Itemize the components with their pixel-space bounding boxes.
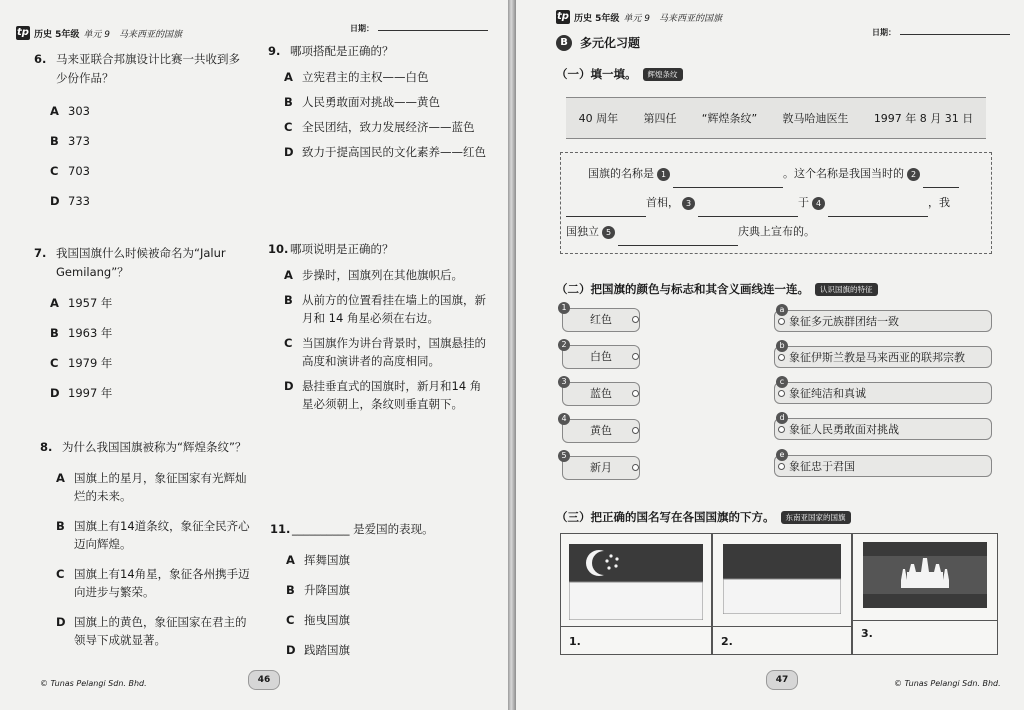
date-label: 日期： bbox=[872, 28, 896, 37]
word-bank-item: 1997 年 8 月 31 日 bbox=[873, 112, 974, 125]
option-b[interactable]: B 国旗上有14道条纹，象征全民齐心迈向辉煌。 bbox=[56, 519, 250, 551]
option-d[interactable]: D 国旗上的黄色，象征国家在君主的领导下成就显著。 bbox=[56, 615, 247, 647]
option-a[interactable]: A 国旗上的星月，象征国家有光辉灿烂的未来。 bbox=[56, 471, 247, 503]
blank-1[interactable] bbox=[673, 173, 783, 188]
match-left-5: 新月 bbox=[562, 456, 640, 480]
match-dot[interactable] bbox=[778, 463, 785, 470]
part-1-title: （一）填一填。 bbox=[556, 67, 637, 81]
date-label: 日期： bbox=[350, 24, 374, 33]
date-line bbox=[900, 26, 1010, 35]
match-dot[interactable] bbox=[778, 318, 785, 325]
page-number: 47 bbox=[766, 670, 798, 690]
word-bank-item: 40 周年 bbox=[578, 112, 619, 125]
part-2-tag: 认识国旗的特征 bbox=[815, 283, 878, 296]
question-stem: 哪项搭配是正确的？ bbox=[290, 44, 394, 58]
fill-line-1: 国旗的名称是 1 。这个名称是我国当时的 2 bbox=[588, 160, 988, 188]
part-3-heading bbox=[556, 509, 851, 525]
match-dot[interactable] bbox=[632, 353, 639, 360]
indonesia-flag-icon bbox=[723, 544, 841, 614]
part-2-title: （二）把国旗的颜色与标志和其含义画线连一连。 bbox=[556, 282, 809, 296]
question-number: 6. bbox=[34, 52, 47, 66]
date-line bbox=[378, 22, 488, 31]
book-gutter bbox=[508, 0, 516, 710]
option-a[interactable]: A 挥舞国旗 bbox=[286, 553, 350, 567]
option-b[interactable]: B 1963 年 bbox=[50, 326, 113, 340]
match-dot[interactable] bbox=[632, 316, 639, 323]
match-dot[interactable] bbox=[778, 390, 785, 397]
option-d[interactable]: D 悬挂垂直式的国旗时，新月和14 角星必须朝上，条纹则垂直朝下。 bbox=[284, 379, 482, 411]
option-d[interactable]: D 733 bbox=[50, 194, 90, 208]
option-b[interactable]: B 373 bbox=[50, 134, 90, 148]
blank-marker-1: 1 bbox=[657, 168, 670, 181]
subject-label: 历史 5年级 bbox=[574, 13, 620, 24]
option-b[interactable]: B 升降国旗 bbox=[286, 583, 350, 597]
question-number: 7. bbox=[34, 246, 47, 260]
question-stem: 我国国旗什么时候被命名为“Jalur Gemilang”？ bbox=[56, 246, 226, 279]
match-right-c: 象征纯洁和真诚 bbox=[774, 382, 992, 404]
option-d[interactable]: D 践踏国旗 bbox=[286, 643, 350, 657]
flag-box-2 bbox=[712, 533, 852, 655]
option-c[interactable]: C 全民团结，致力发展经济——蓝色 bbox=[284, 120, 475, 134]
match-right-a: 象征多元族群团结一致 bbox=[774, 310, 992, 332]
part-1-tag: 辉煌条纹 bbox=[643, 68, 683, 81]
flag-box-3 bbox=[852, 533, 998, 655]
match-right-letter: e bbox=[776, 449, 788, 461]
match-right-letter: c bbox=[776, 376, 788, 388]
section-letter: B bbox=[556, 35, 572, 51]
flag-box-1 bbox=[560, 533, 712, 655]
option-a[interactable]: A 1957 年 bbox=[50, 296, 113, 310]
date-field bbox=[350, 22, 488, 34]
question-8 bbox=[40, 438, 254, 649]
match-right-letter: d bbox=[776, 412, 788, 424]
copyright-footer: © Tunas Pelangi Sdn. Bhd. bbox=[894, 679, 1001, 688]
blank-marker-3: 3 bbox=[682, 197, 695, 210]
subject-label: 历史 5年级 bbox=[34, 29, 80, 40]
blank-4[interactable] bbox=[828, 202, 928, 217]
date-field bbox=[872, 26, 1010, 38]
page-left bbox=[0, 0, 508, 710]
flag-answer-label: 1. bbox=[569, 635, 581, 648]
match-left-4: 黄色 bbox=[562, 419, 640, 443]
option-a[interactable]: A 立宪君主的主权——白色 bbox=[284, 70, 429, 84]
blank-3[interactable] bbox=[698, 202, 798, 217]
match-right-e: 象征忠于君国 bbox=[774, 455, 992, 477]
section-title: 多元化习题 bbox=[580, 36, 641, 50]
blank-2-cont[interactable] bbox=[566, 202, 646, 217]
match-left-2: 白色 bbox=[562, 345, 640, 369]
question-number: 9. bbox=[268, 44, 281, 58]
blank-2[interactable] bbox=[923, 173, 959, 188]
question-10 bbox=[268, 240, 490, 413]
publisher-logo: tp bbox=[557, 11, 569, 22]
unit-label: 单元 9 马来西亚的国旗 bbox=[623, 13, 722, 24]
option-c[interactable]: C 国旗上有14角星，象征各州携手迈向进步与繁荣。 bbox=[56, 567, 250, 599]
match-right-b: 象征伊斯兰教是马来西亚的联邦宗教 bbox=[774, 346, 992, 368]
publisher-logo: tp bbox=[17, 27, 29, 38]
question-stem: 哪项说明是正确的？ bbox=[290, 242, 394, 256]
option-a[interactable]: A 步操时，国旗列在其他旗帜后。 bbox=[284, 268, 463, 282]
copyright-footer: © Tunas Pelangi Sdn. Bhd. bbox=[40, 679, 147, 688]
match-left-number: 2 bbox=[558, 339, 570, 351]
match-left-number: 5 bbox=[558, 450, 570, 462]
part-3-title: （三）把正确的国名写在各国国旗的下方。 bbox=[556, 510, 775, 524]
match-left-1: 红色 bbox=[562, 308, 640, 332]
flag-answer-label: 3. bbox=[861, 627, 873, 640]
blank-marker-4: 4 bbox=[812, 197, 825, 210]
singapore-flag-icon bbox=[569, 544, 703, 620]
unit-label: 单元 9 马来西亚的国旗 bbox=[83, 29, 182, 40]
word-bank-item: 第四任 bbox=[643, 112, 677, 125]
option-d[interactable]: D 1997 年 bbox=[50, 386, 113, 400]
question-6 bbox=[34, 50, 244, 210]
option-c[interactable]: C 当国旗作为讲台背景时，国旗悬挂的高度和演讲者的高度相同。 bbox=[284, 336, 486, 368]
part-3-tag: 东南亚国家的国旗 bbox=[781, 511, 851, 524]
option-c[interactable]: C 拖曳国旗 bbox=[286, 613, 350, 627]
blank-marker-5: 5 bbox=[602, 226, 615, 239]
question-number: 11. bbox=[270, 522, 291, 536]
match-dot[interactable] bbox=[632, 464, 639, 471]
question-stem: __________ 是爱国的表现。 bbox=[292, 522, 434, 536]
page-number: 46 bbox=[248, 670, 280, 690]
option-d[interactable]: D 致力于提高国民的文化素养——红色 bbox=[284, 145, 486, 159]
part-1-heading bbox=[556, 66, 683, 82]
match-left-number: 3 bbox=[558, 376, 570, 388]
match-left-3: 蓝色 bbox=[562, 382, 640, 406]
word-bank-item: 敦马哈迪医生 bbox=[782, 112, 849, 125]
section-b-heading bbox=[556, 34, 640, 51]
question-stem: 马来亚联合邦旗设计比赛一共收到多少份作品？ bbox=[56, 52, 240, 85]
page-right bbox=[516, 0, 1024, 710]
match-left-number: 4 bbox=[558, 413, 570, 425]
option-b[interactable]: B 从前方的位置看挂在墙上的国旗，新月和 14 角星必须在右边。 bbox=[284, 293, 486, 325]
fill-line-2: 首相， 3 于 4 ，我 bbox=[566, 189, 986, 217]
option-c[interactable]: C 703 bbox=[50, 164, 90, 178]
match-dot[interactable] bbox=[632, 427, 639, 434]
question-9 bbox=[268, 42, 490, 161]
part-2-heading bbox=[556, 281, 878, 297]
option-c[interactable]: C 1979 年 bbox=[50, 356, 113, 370]
page-header bbox=[16, 26, 182, 40]
match-right-d: 象征人民勇敢面对挑战 bbox=[774, 418, 992, 440]
word-bank-scroll bbox=[566, 97, 986, 139]
word-bank-item: “辉煌条纹” bbox=[701, 112, 758, 125]
match-dot[interactable] bbox=[778, 426, 785, 433]
match-right-letter: b bbox=[776, 340, 788, 352]
match-right-letter: a bbox=[776, 304, 788, 316]
flag-answer-label: 2. bbox=[721, 635, 733, 648]
option-a[interactable]: A 303 bbox=[50, 104, 90, 118]
page-header bbox=[556, 10, 722, 24]
match-dot[interactable] bbox=[778, 354, 785, 361]
fill-line-3: 国独立 5 庆典上宣布的。 bbox=[566, 218, 986, 246]
blank-marker-2: 2 bbox=[907, 168, 920, 181]
question-7 bbox=[34, 244, 254, 402]
option-b[interactable]: B 人民勇敢面对挑战——黄色 bbox=[284, 95, 440, 109]
question-number: 10. bbox=[268, 242, 289, 256]
question-stem: 为什么我国国旗被称为“辉煌条纹”？ bbox=[62, 440, 247, 454]
match-dot[interactable] bbox=[632, 390, 639, 397]
blank-5[interactable] bbox=[618, 231, 738, 246]
question-number: 8. bbox=[40, 440, 53, 454]
question-11 bbox=[270, 520, 492, 659]
cambodia-flag-icon bbox=[863, 542, 987, 608]
match-left-number: 1 bbox=[558, 302, 570, 314]
